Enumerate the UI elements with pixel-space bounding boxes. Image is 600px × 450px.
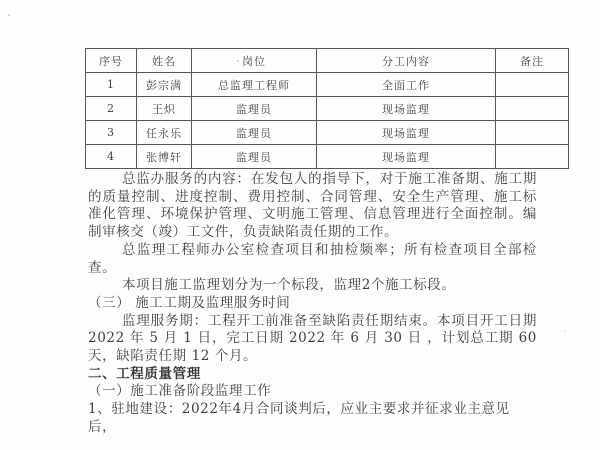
cell-remark <box>496 73 569 97</box>
table-row <box>86 145 569 169</box>
cell-number: 4 <box>86 145 137 169</box>
cell-duty: 现场监理 <box>317 145 496 169</box>
col-header-remark: 备注 <box>496 49 569 73</box>
cell-duty: 现场监理 <box>317 121 496 145</box>
paragraph-service-content: 总监办服务的内容：在发包人的指导下，对于施工准备期、施工期的质量控制、进度控制、费用控制、合同管理、安全生产管理、施工标准化管理、环境保护管理、文明施工管理、信息管理进行全面控制。编制审核交（竣）工文件，负责缺陷责任期的工作。 <box>88 171 537 241</box>
table-header-row <box>86 49 569 73</box>
scan-speckle <box>564 330 566 332</box>
table-row <box>86 121 569 145</box>
col-header-position: 岗位 <box>192 49 317 73</box>
heading-quality-management: 二、工程质量管理 <box>88 365 201 382</box>
col-header-duty: 分工内容 <box>317 49 496 73</box>
cell-position: 监理员 <box>192 121 317 145</box>
cell-name: 任永乐 <box>137 121 192 145</box>
document-body-text <box>88 171 537 437</box>
table-row <box>86 97 569 121</box>
cell-duty: 现场监理 <box>317 97 496 121</box>
col-header-number: 序号 <box>86 49 137 73</box>
paragraph-sections: 本项目施工监理划分为一个标段，监理2个施工标段。 <box>122 277 456 294</box>
cell-position: 监理员 <box>192 145 317 169</box>
paragraph-service-period: 监理服务期：工程开工前准备至缺陷责任期结束。本项目开工日期 2022 年 5 月 1 日，完工日期 2022 年 6 月 30 日 ，计划总工期 60 天，缺陷责任期 12 个月。 <box>88 312 537 365</box>
cell-number: 2 <box>86 97 137 121</box>
cell-position: 监理员 <box>192 97 317 121</box>
cell-position: 总监理工程师 <box>192 73 317 97</box>
paragraph-inspection: 总监理工程师办公室检查项目和抽检频率；所有检查项目全部检查。 <box>88 241 537 276</box>
cell-remark <box>496 145 569 169</box>
cell-number: 3 <box>86 121 137 145</box>
cell-remark <box>496 121 569 145</box>
cell-number: 1 <box>86 73 137 97</box>
heading-preparation-stage: （一）施工准备阶段监理工作 <box>88 383 272 400</box>
cell-duty: 全面工作 <box>317 73 496 97</box>
cell-name: 张博轩 <box>137 145 192 169</box>
col-header-name: 姓名 <box>137 49 192 73</box>
supervision-staff-table <box>85 48 569 169</box>
list-item-site-construction: 1、驻地建设：2022年4月合同谈判后，应业主要求并征求业主意见后， <box>88 401 510 435</box>
cell-remark <box>496 97 569 121</box>
heading-construction-period: （三） 施工工期及监理服务时间 <box>88 294 291 311</box>
cell-name: 王炽 <box>137 97 192 121</box>
scan-speckle <box>8 14 10 16</box>
cell-name: 彭宗满 <box>137 73 192 97</box>
table-row <box>86 73 569 97</box>
